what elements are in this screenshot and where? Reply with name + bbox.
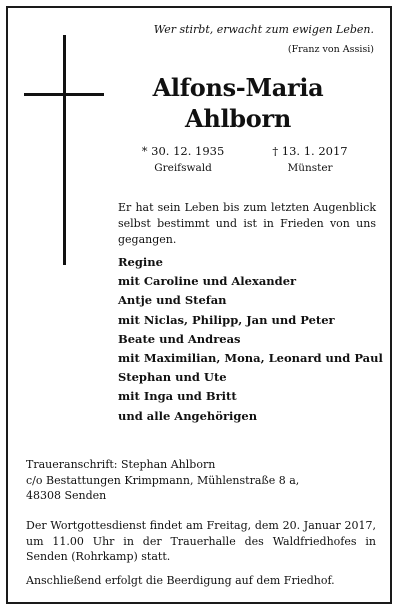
address-line: Traueranschrift: Stephan Ahlborn	[26, 458, 216, 471]
mourning-address	[26, 457, 376, 504]
address-line: c/o Bestattungen Krimpmann, Mühlenstraße 8 a,	[26, 473, 300, 487]
birth-date: * 30. 12. 1935	[141, 144, 225, 158]
cross-icon-vertical	[63, 35, 66, 265]
death-date: † 13. 1. 2017	[272, 144, 348, 158]
mourner-line: und alle Angehörigen	[118, 408, 258, 423]
deceased-last-name: Ahlborn	[185, 104, 291, 133]
mourner-line: mit Inga und Britt	[118, 389, 237, 404]
quote-text: Wer stirbt, erwacht zum ewigen Leben.	[153, 23, 374, 36]
death-place: Münster	[287, 162, 333, 174]
mourner-line: mit Maximilian, Mona, Leonard und Paul	[118, 351, 383, 366]
cross-icon-horizontal	[24, 93, 104, 96]
deceased-first-name: Alfons-Maria	[152, 73, 324, 102]
burial-info: Anschließend erfolgt die Beerdigung auf dem Friedhof.	[26, 574, 335, 587]
mourner-line: Antje und Stefan	[118, 293, 227, 308]
life-text: Er hat sein Leben bis zum letzten Augenblick selbst bestimmt und ist in Frieden von uns gegangen.	[118, 201, 376, 246]
mourner-line: mit Caroline und Alexander	[118, 274, 297, 289]
birth-info	[128, 144, 238, 174]
service-info: Der Wortgottesdienst findet am Freitag, dem 20. Januar 2017, um 11.00 Uhr in der Trauerhalle des Waldfriedhofes in Senden (Rohrkamp) statt.	[26, 519, 376, 563]
mourner-line: Stephan und Ute	[118, 370, 227, 385]
birth-place: Greifswald	[154, 162, 212, 174]
mourners-list	[118, 253, 388, 426]
quote-author: (Franz von Assisi)	[287, 44, 374, 55]
mourner-line: Regine	[118, 255, 163, 269]
address-line: 48308 Senden	[26, 489, 107, 502]
mourner-line: Beate und Andreas	[118, 331, 241, 346]
mourner-line: mit Niclas, Philipp, Jan und Peter	[118, 312, 335, 327]
death-info	[262, 144, 358, 174]
